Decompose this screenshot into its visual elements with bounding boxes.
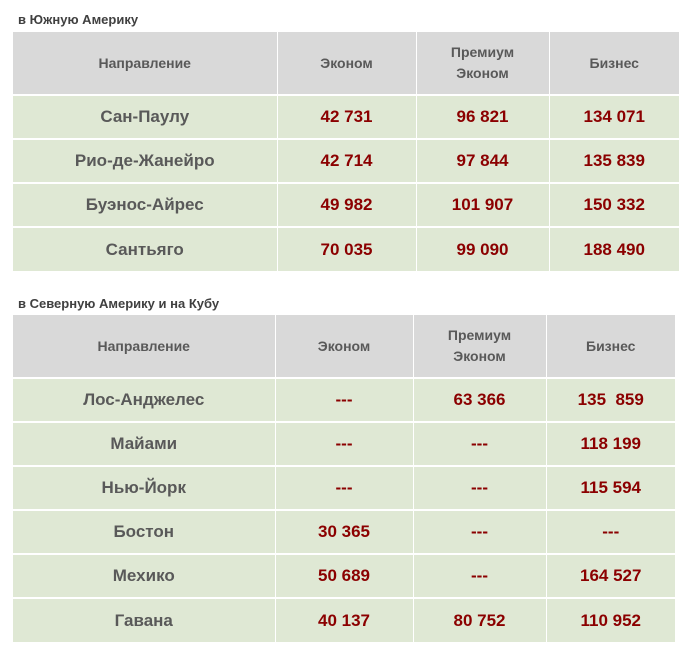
table-header-row: [13, 32, 679, 95]
economy-fare: 30 365: [275, 510, 413, 554]
business-fare: 134 071: [549, 95, 679, 139]
business-fare: 115 594: [546, 466, 675, 510]
table-header-row: [13, 315, 675, 378]
premium-fare: 99 090: [416, 227, 549, 271]
business-fare: ---: [546, 510, 675, 554]
south-america-fares-table: [13, 32, 679, 271]
city-name: Буэнос-Айрес: [13, 183, 277, 227]
city-name: Сантьяго: [13, 227, 277, 271]
premium-fare: 63 366: [413, 378, 546, 422]
city-name: Бостон: [13, 510, 275, 554]
city-name: Майами: [13, 422, 275, 466]
table-row: [13, 95, 679, 139]
economy-fare: 42 714: [277, 139, 416, 183]
city-name: Сан-Паулу: [13, 95, 277, 139]
header-premium-economy: Премиум Эконом: [416, 32, 549, 95]
table-row: [13, 227, 679, 271]
premium-fare: ---: [413, 554, 546, 598]
north-america-fares-table: [13, 315, 675, 642]
economy-fare: 42 731: [277, 95, 416, 139]
header-economy: Эконом: [275, 315, 413, 378]
business-fare: 150 332: [549, 183, 679, 227]
table-row: [13, 510, 675, 554]
header-business: Бизнес: [546, 315, 675, 378]
economy-fare: ---: [275, 422, 413, 466]
table-row: [13, 422, 675, 466]
header-premium-economy: Премиум Эконом: [413, 315, 546, 378]
premium-fare: ---: [413, 422, 546, 466]
business-fare: 135 859: [546, 378, 675, 422]
city-name: Гавана: [13, 598, 275, 642]
premium-fare: ---: [413, 510, 546, 554]
section-title-north-america: в Северную Америку и на Кубу: [18, 296, 220, 311]
economy-fare: 40 137: [275, 598, 413, 642]
premium-fare: 80 752: [413, 598, 546, 642]
business-fare: 164 527: [546, 554, 675, 598]
table-row: [13, 466, 675, 510]
premium-fare: 97 844: [416, 139, 549, 183]
business-fare: 110 952: [546, 598, 675, 642]
table-row: [13, 183, 679, 227]
business-fare: 135 839: [549, 139, 679, 183]
table-row: [13, 554, 675, 598]
city-name: Нью-Йорк: [13, 466, 275, 510]
city-name: Мехико: [13, 554, 275, 598]
table-row: [13, 598, 675, 642]
header-economy: Эконом: [277, 32, 416, 95]
premium-fare: 101 907: [416, 183, 549, 227]
premium-fare: 96 821: [416, 95, 549, 139]
economy-fare: 70 035: [277, 227, 416, 271]
business-fare: 188 490: [549, 227, 679, 271]
economy-fare: 49 982: [277, 183, 416, 227]
header-business: Бизнес: [549, 32, 679, 95]
header-direction: Направление: [13, 315, 275, 378]
city-name: Лос-Анджелес: [13, 378, 275, 422]
table-row: [13, 139, 679, 183]
economy-fare: 50 689: [275, 554, 413, 598]
economy-fare: ---: [275, 466, 413, 510]
premium-fare: ---: [413, 466, 546, 510]
section-title-south-america: в Южную Америку: [18, 12, 139, 27]
table-row: [13, 378, 675, 422]
economy-fare: ---: [275, 378, 413, 422]
header-direction: Направление: [13, 32, 277, 95]
city-name: Рио-де-Жанейро: [13, 139, 277, 183]
business-fare: 118 199: [546, 422, 675, 466]
